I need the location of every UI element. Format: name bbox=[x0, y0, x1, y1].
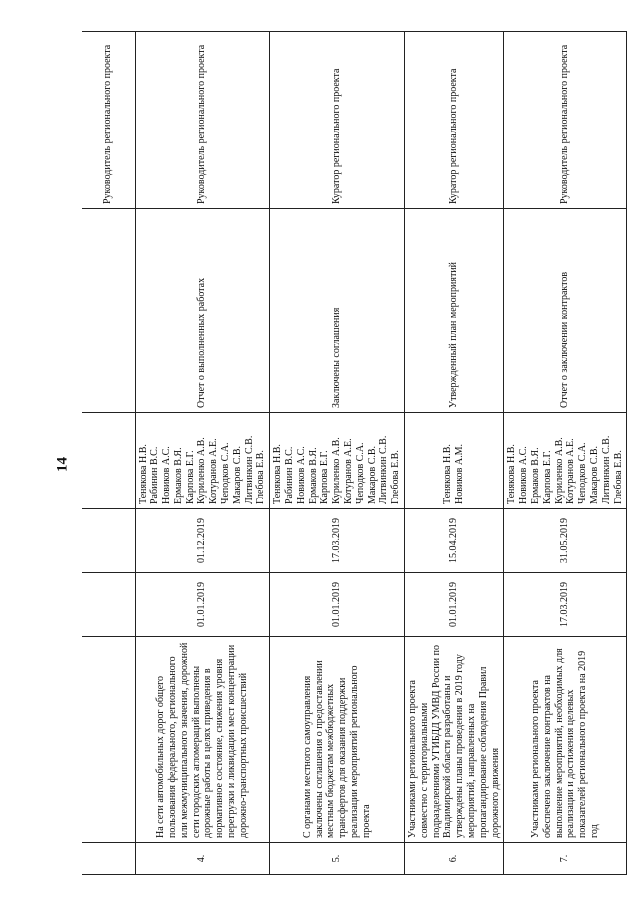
person-name: Литвинкин С.В. bbox=[243, 435, 255, 504]
rotated-table-wrapper bbox=[82, 32, 624, 875]
person-name: Макаров С.В. bbox=[588, 445, 600, 504]
page-number: 14 bbox=[54, 457, 71, 472]
role-cell bbox=[405, 32, 504, 209]
person-name: Куриленко А.В. bbox=[196, 437, 208, 504]
person-name: Новиков А.С. bbox=[161, 446, 173, 504]
person-name: Ермаков В.Я. bbox=[530, 447, 541, 504]
person-name: Тенякова Н.В. bbox=[272, 444, 284, 504]
person-name: Тенякова Н.В. bbox=[506, 444, 518, 504]
result-document: Заключены соглашения bbox=[270, 209, 405, 413]
empty-cell bbox=[82, 573, 135, 637]
start-date: 01.01.2019 bbox=[135, 573, 270, 637]
row-number: 7. bbox=[504, 843, 627, 875]
person-name: Чеподков С.А. bbox=[577, 442, 589, 504]
start-date: 01.01.2019 bbox=[405, 573, 504, 637]
person-name: Литвинкин С.В. bbox=[600, 435, 612, 504]
empty-cell bbox=[82, 843, 135, 875]
activities-table bbox=[82, 31, 627, 875]
person-name: Чеподков С.А. bbox=[220, 442, 232, 504]
person-name: Карпова Е.Г. bbox=[541, 450, 553, 504]
person-name: Котуранов А.Е. bbox=[208, 438, 220, 504]
person-name: Котуранов А.Е. bbox=[343, 438, 355, 504]
person-name: Карпова Е.Г. bbox=[319, 450, 331, 504]
result-document: Отчет о выполненных работах bbox=[135, 209, 270, 413]
person-name: Чеподков С.А. bbox=[354, 442, 366, 504]
person-name: Новиков А.С. bbox=[295, 446, 307, 504]
row-number: 6. bbox=[405, 843, 504, 875]
person-name: Глебова Е.В. bbox=[612, 450, 624, 504]
person-name: Карпова Е.Г. bbox=[184, 450, 196, 504]
person-name: Котуранов А.Е. bbox=[565, 438, 577, 504]
row-description: С органами местного самоуправления заключены соглашения о предоставлении местным бюджетам межбюджетных трансфертов для оказания поддержки реализации мероприятий регионального проекта bbox=[270, 637, 405, 843]
end-date: 17.03.2019 bbox=[270, 509, 405, 573]
person-name: Макаров С.В. bbox=[231, 445, 243, 504]
role-text: Куратор регионального проекта bbox=[448, 68, 460, 204]
end-date: 15.04.2019 bbox=[405, 509, 504, 573]
row-number: 5. bbox=[270, 843, 405, 875]
role-text: Руководитель регионального проекта bbox=[196, 44, 208, 204]
person-name: Куриленко А.В. bbox=[553, 437, 565, 504]
empty-cell bbox=[82, 209, 135, 413]
result-document: Утвержденный план мероприятий bbox=[405, 209, 504, 413]
table-row bbox=[405, 32, 504, 875]
empty-cell bbox=[82, 637, 135, 843]
person-name: Макаров С.В. bbox=[366, 445, 378, 504]
role-cell bbox=[82, 32, 135, 209]
row-description: Участниками регионального проекта обеспечено заключение контрактов на выполнение мероприятий, необходимых для реализации и достижения целевых показателей регионального проекта на 2019 год bbox=[504, 637, 627, 843]
table-row bbox=[270, 32, 405, 875]
row-description: Участниками регионального проекта совместно с территориальными подразделениями УГИБДД УМВД России по Владимирской области разработаны и утверждены планы проведения в 2019 году мероприятий, направленных на пропагандирование соблюдения Правил дорожного движения bbox=[405, 637, 504, 843]
role-cell bbox=[135, 32, 270, 209]
end-date: 01.12.2019 bbox=[135, 509, 270, 573]
person-name: Рабинин В.С. bbox=[284, 446, 296, 504]
person-name: Тенякова Н.В. bbox=[442, 444, 454, 504]
end-date: 31.05.2019 bbox=[504, 509, 627, 573]
result-document: Отчет о заключении контрактов bbox=[504, 209, 627, 413]
person-name: Глебова Е.В. bbox=[255, 450, 267, 504]
person-name: Ермаков В.Я. bbox=[307, 447, 319, 504]
responsible-list bbox=[405, 413, 504, 509]
responsible-list bbox=[270, 413, 405, 509]
person-name: Тенякова Н.В. bbox=[137, 444, 149, 504]
person-name: Ермаков В.Я. bbox=[172, 447, 184, 504]
role-text: Куратор регионального проекта bbox=[331, 68, 343, 204]
person-name: Куриленко А.В. bbox=[331, 437, 343, 504]
row-description: На сети автомобильных дорог общего пользования федерального, регионального или межмуниципального значения, дорожной сети городских агломераций выполнены дорожные работы в целях приведения в нормативное состояние, снижения уровня перегрузки и ликвидации мест концентрации дорожно-транспортных происшествий bbox=[135, 637, 270, 843]
person-name: Новиков А.М. bbox=[454, 444, 466, 504]
start-date: 01.01.2019 bbox=[270, 573, 405, 637]
role-cell bbox=[270, 32, 405, 209]
table-row-continued bbox=[82, 32, 135, 875]
person-name: Глебова Е.В. bbox=[390, 450, 402, 504]
empty-cell bbox=[82, 413, 135, 509]
person-name: Литвинкин С.В. bbox=[378, 435, 390, 504]
role-text: Руководитель регионального проекта bbox=[102, 44, 114, 204]
role-text: Руководитель регионального проекта bbox=[559, 44, 571, 204]
row-number: 4. bbox=[135, 843, 270, 875]
role-cell bbox=[504, 32, 627, 209]
start-date: 17.03.2019 bbox=[504, 573, 627, 637]
responsible-list bbox=[504, 413, 627, 509]
responsible-list bbox=[135, 413, 270, 509]
table-row bbox=[135, 32, 270, 875]
table-row bbox=[504, 32, 627, 875]
empty-cell bbox=[82, 509, 135, 573]
person-name: Рабинин В.С. bbox=[149, 446, 161, 504]
person-name: Новиков А.С. bbox=[518, 446, 530, 504]
